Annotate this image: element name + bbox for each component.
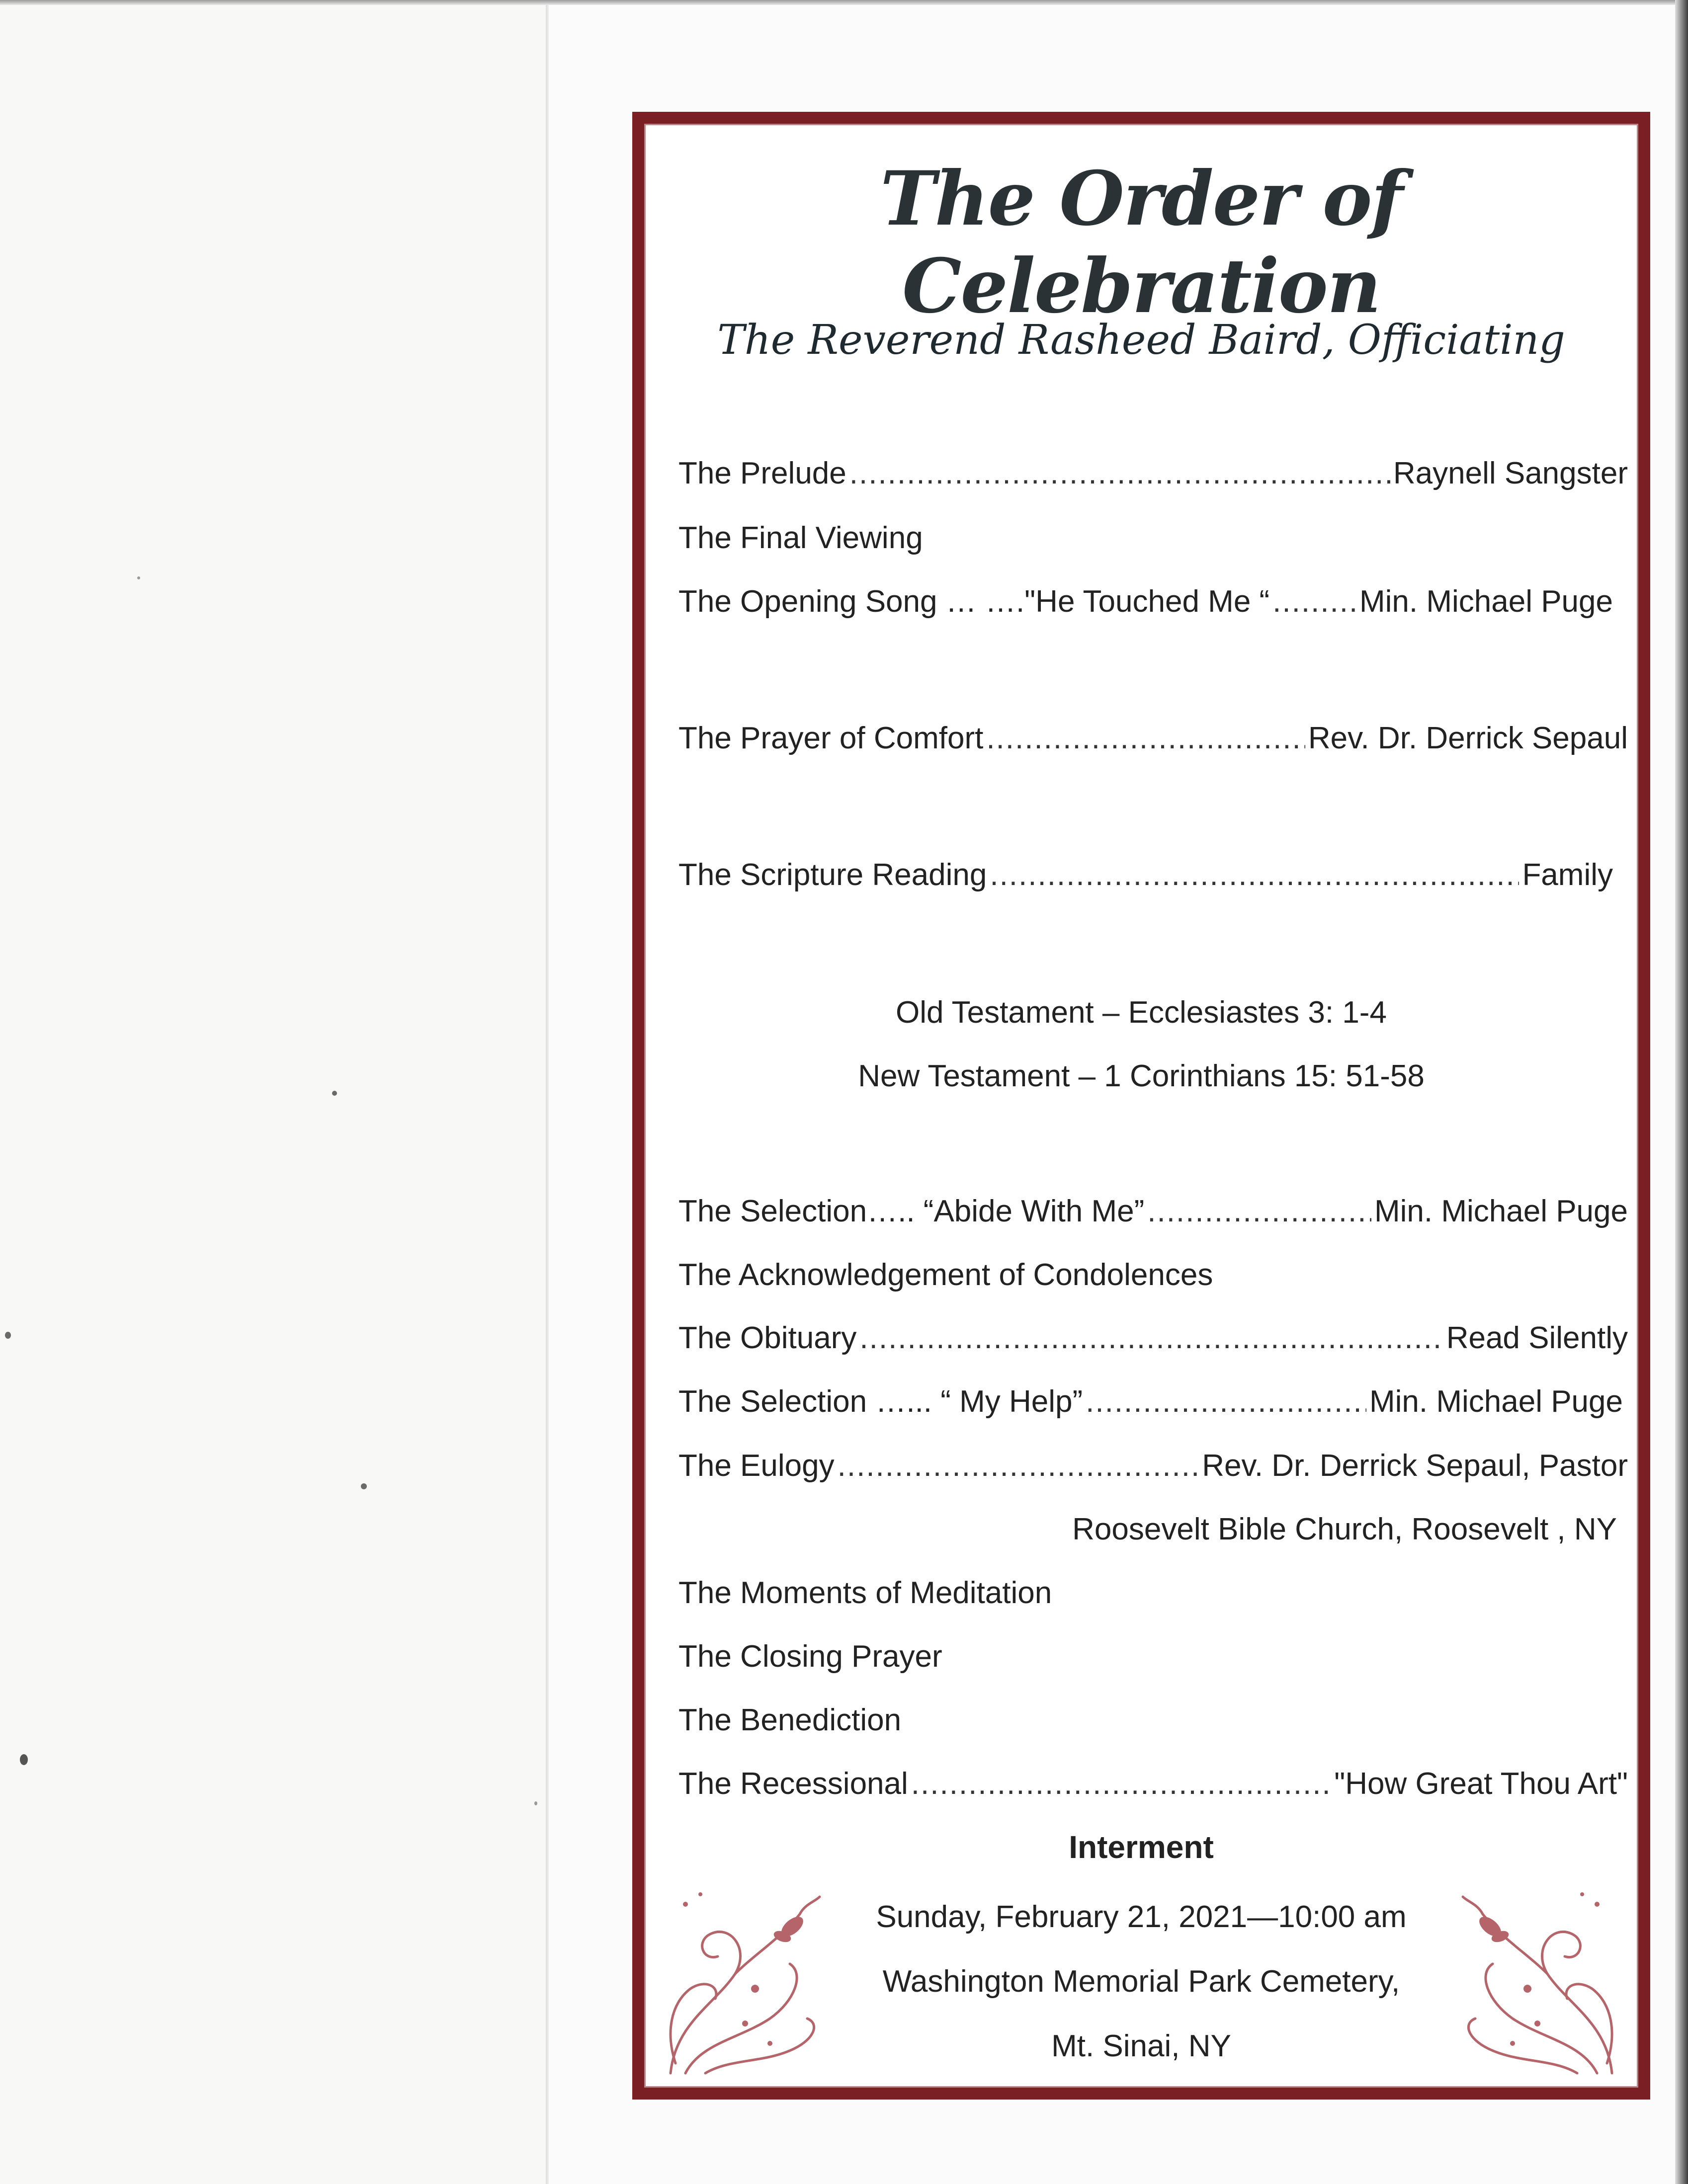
item-person: Min. Michael Puge	[1369, 1384, 1623, 1419]
left-blank-panel	[0, 0, 547, 2184]
item-name: The Eulogy	[678, 1449, 835, 1483]
program-title: The Order of Celebration	[880, 155, 1403, 330]
flourish-ornament-left-icon	[656, 1874, 825, 2083]
item-name: The Selection …... “ My Help”	[678, 1384, 1083, 1419]
item-name: The Obituary	[678, 1321, 857, 1355]
program-item-selection-abide	[678, 1194, 1628, 1238]
program-item-benediction	[678, 1702, 1628, 1747]
item-person: Min. Michael Puge	[1359, 584, 1613, 619]
program-frame	[632, 112, 1650, 2100]
item-person: Rev. Dr. Derrick Sepaul	[1308, 721, 1628, 755]
scan-speck	[361, 1483, 367, 1489]
item-name: The Prayer of Comfort	[678, 721, 984, 755]
program-item-meditation	[678, 1575, 1628, 1620]
scan-speck	[137, 576, 140, 579]
item-name: The Closing Prayer	[678, 1639, 942, 1674]
scan-speck	[20, 1754, 28, 1765]
program-item-eulogy	[678, 1448, 1628, 1493]
leader-dots	[859, 1320, 1443, 1356]
program-item-final-viewing	[678, 520, 1628, 565]
leader-dots	[1147, 1194, 1371, 1229]
scripture-old-testament: Old Testament – Ecclesiastes 3: 1-4	[896, 995, 1387, 1030]
program-item-condolences	[678, 1257, 1628, 1302]
scan-speck	[332, 1091, 337, 1096]
program-item-closing-prayer	[678, 1639, 1628, 1684]
item-person: Rev. Dr. Derrick Sepaul, Pastor	[1202, 1449, 1628, 1483]
item-name: The Final Viewing	[678, 521, 923, 555]
officiant-line: The Reverend Rasheed Baird, Officiating	[717, 317, 1565, 364]
interment-date: Sunday, February 21, 2021—10:00 am	[876, 1900, 1407, 1934]
scan-speck	[534, 1801, 537, 1805]
interment-heading: Interment	[1069, 1829, 1214, 1865]
item-name: The Selection….. “Abide With Me”	[678, 1194, 1145, 1228]
item-person: Raynell Sangster	[1393, 456, 1628, 490]
leader-dots	[990, 857, 1519, 892]
interment-town: Mt. Sinai, NY	[1051, 2029, 1231, 2063]
program-item-prelude	[678, 456, 1628, 500]
program-item-prayer-of-comfort	[678, 721, 1628, 765]
item-person: Family	[1522, 858, 1613, 892]
program-item-obituary	[678, 1320, 1628, 1365]
leader-dots	[1086, 1384, 1366, 1419]
item-name: The Prelude	[678, 456, 846, 490]
interment-place: Washington Memorial Park Cemetery,	[882, 1964, 1400, 1999]
leader-dots	[911, 1766, 1331, 1801]
item-name: The Opening Song … …."He Touched Me “	[678, 584, 1270, 619]
item-name: The Scripture Reading	[678, 858, 987, 892]
flourish-ornament-right-icon	[1458, 1874, 1627, 2083]
item-name: The Moments of Meditation	[678, 1576, 1052, 1610]
right-scan-edge	[1675, 0, 1688, 2184]
scan-speck	[5, 1332, 11, 1339]
item-name: The Benediction	[678, 1703, 902, 1737]
top-scan-edge	[0, 0, 1688, 5]
program-card	[644, 124, 1638, 2088]
program-item-scripture-reading	[678, 857, 1628, 902]
program-item-recessional	[678, 1766, 1628, 1811]
leader-dots	[986, 721, 1305, 756]
program-item-opening-song	[678, 584, 1628, 629]
leader-dots	[838, 1448, 1199, 1483]
item-person: Read Silently	[1446, 1321, 1628, 1355]
scripture-new-testament: New Testament – 1 Corinthians 15: 51-58	[858, 1059, 1425, 1093]
item-name: The Acknowledgement of Condolences	[678, 1258, 1213, 1292]
leader-dots	[1272, 584, 1356, 619]
item-name: The Recessional	[678, 1767, 908, 1801]
eulogy-affiliation: Roosevelt Bible Church, Roosevelt , NY	[1072, 1512, 1617, 1546]
item-person: Min. Michael Puge	[1374, 1194, 1628, 1228]
item-person: "How Great Thou Art"	[1334, 1767, 1628, 1801]
leader-dots	[849, 456, 1390, 491]
program-item-selection-my-help	[678, 1384, 1628, 1429]
